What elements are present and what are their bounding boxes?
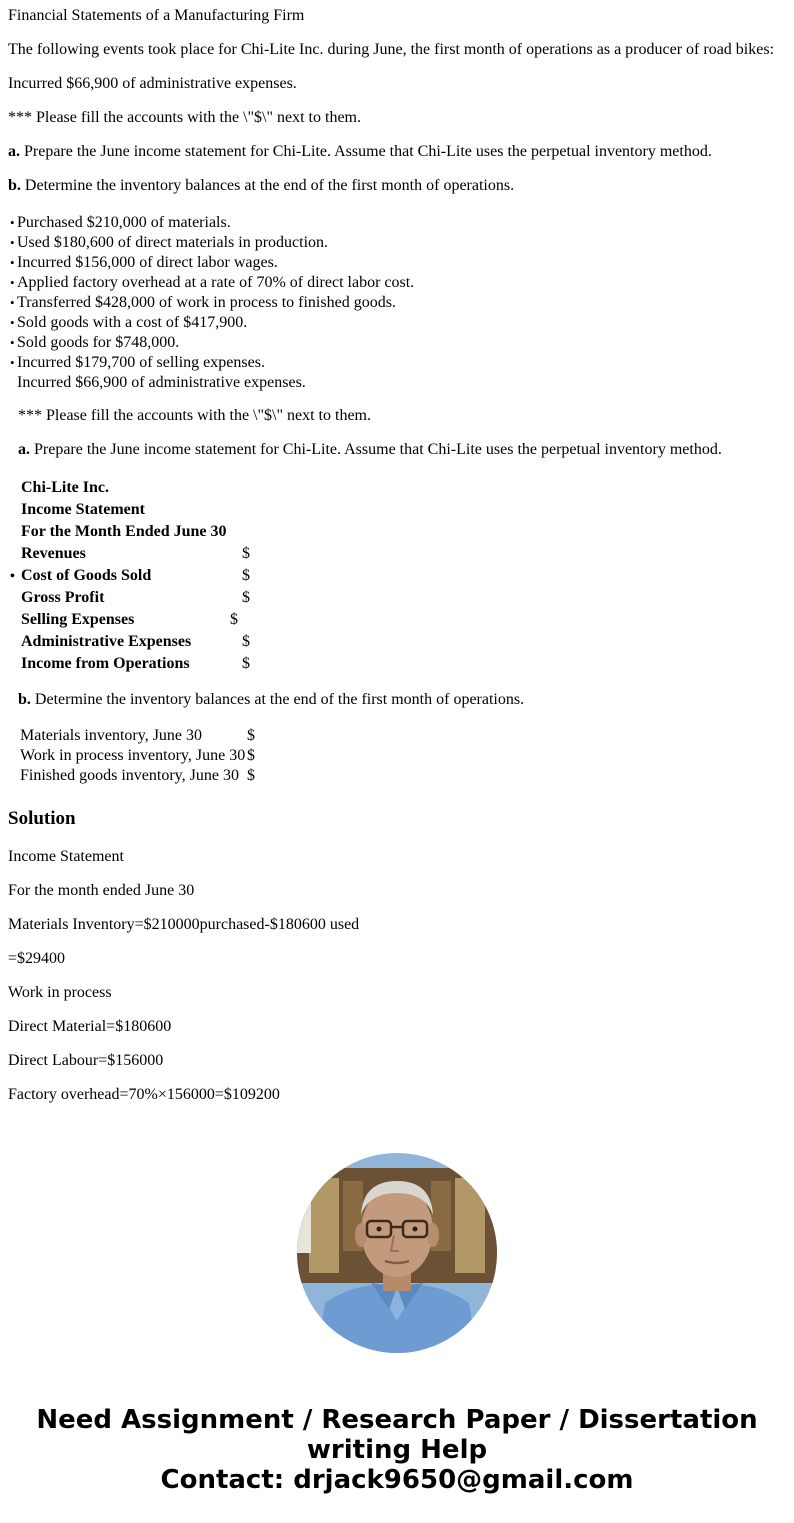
page-title: Financial Statements of a Manufacturing Firm: [8, 7, 305, 24]
row-label-administrative-expenses: Administrative Expenses: [21, 633, 192, 650]
statement-marker-icon: •: [10, 569, 15, 584]
list-item: • Transferred $428,000 of work in process to finished goods.: [10, 294, 396, 311]
footer-line-2: writing Help: [306, 1435, 488, 1465]
solution-line: Direct Material=$180600: [8, 1018, 172, 1035]
revenues-amount-field[interactable]: $: [242, 545, 250, 562]
finished-goods-inventory-label: Finished goods inventory, June 30: [20, 767, 239, 784]
selling-expenses-amount-field[interactable]: $: [230, 611, 238, 628]
solution-heading: Solution: [8, 808, 76, 829]
part-b-instruction: [8, 176, 514, 196]
admin-expenses-line: Incurred $66,900 of administrative expenses.: [8, 75, 297, 92]
bullet-icon: •: [10, 255, 15, 270]
footer-contact: Contact: drjack9650@gmail.com: [160, 1465, 634, 1495]
bullet-icon: •: [10, 235, 15, 250]
part-a-text: Prepare the June income statement for Chi-Lite. Assume that Chi-Lite uses the perpetual inventory method.: [24, 143, 712, 160]
work-in-process-inventory-field[interactable]: $: [247, 747, 255, 764]
fill-note: *** Please fill the accounts with the \"$\" next to them.: [8, 109, 361, 126]
row-label-cost-of-goods-sold: Cost of Goods Sold: [21, 567, 152, 584]
list-item: • Incurred $179,700 of selling expenses.: [10, 354, 265, 371]
part-b-label: b.: [8, 177, 21, 194]
solution-line: Materials Inventory=$210000purchased-$180600 used: [8, 916, 360, 933]
income-from-operations-amount-field[interactable]: $: [242, 655, 250, 672]
bullet-icon: •: [10, 335, 15, 350]
row-label-revenues: Revenues: [21, 545, 86, 562]
bullet-icon: •: [10, 215, 15, 230]
footer-line-1: Need Assignment / Research Paper / Dissertation: [36, 1405, 758, 1435]
list-item: • Applied factory overhead at a rate of 70% of direct labor cost.: [10, 274, 415, 291]
materials-inventory-label: Materials inventory, June 30: [20, 727, 203, 744]
part-b-instruction-repeat: b. Determine the inventory balances at the end of the first month of operations.: [18, 691, 525, 708]
author-photo: [297, 1153, 497, 1353]
part-a-instruction: [8, 142, 712, 162]
list-item: • Used $180,600 of direct materials in production.: [10, 234, 329, 251]
gross-profit-amount-field[interactable]: $: [242, 589, 250, 606]
list-item: • Sold goods for $748,000.: [10, 334, 180, 351]
statement-company: Chi-Lite Inc.: [21, 479, 109, 496]
events-list: [10, 213, 414, 393]
administrative-expenses-amount-field[interactable]: $: [242, 633, 250, 650]
solution-line: For the month ended June 30: [8, 882, 195, 899]
statement-name: Income Statement: [21, 501, 145, 518]
solution-line: =$29400: [8, 950, 66, 967]
portrait-icon: [297, 1153, 497, 1353]
list-item: • Sold goods with a cost of $417,900.: [10, 314, 248, 331]
list-item: Incurred $66,900 of administrative expenses.: [17, 374, 306, 391]
bullet-icon: •: [10, 275, 15, 290]
solution-line: Work in process: [8, 984, 112, 1001]
intro-text: The following events took place for Chi-Lite Inc. during June, the first month of operations as a producer of road bikes:: [8, 41, 775, 58]
solution-line: Income Statement: [8, 848, 124, 865]
statement-period: For the Month Ended June 30: [21, 523, 227, 540]
list-item: • Incurred $156,000 of direct labor wages.: [10, 254, 278, 271]
solution-line: Direct Labour=$156000: [8, 1052, 164, 1069]
list-item: • Purchased $210,000 of materials.: [10, 214, 231, 231]
solution-line: Factory overhead=70%×156000=$109200: [8, 1086, 280, 1103]
part-b-text: Determine the inventory balances at the end of the first month of operations.: [24, 177, 515, 194]
fill-note-repeat: *** Please fill the accounts with the \"$\" next to them.: [18, 407, 371, 424]
bullet-icon: •: [10, 355, 15, 370]
finished-goods-inventory-field[interactable]: $: [247, 767, 255, 784]
row-label-gross-profit: Gross Profit: [21, 589, 105, 606]
part-a-label: a.: [8, 143, 20, 160]
bullet-icon: •: [10, 315, 15, 330]
materials-inventory-field[interactable]: $: [247, 727, 255, 744]
row-label-selling-expenses: Selling Expenses: [21, 611, 135, 628]
work-in-process-inventory-label: Work in process inventory, June 30: [20, 747, 246, 764]
bullet-icon: •: [10, 295, 15, 310]
cost-of-goods-sold-amount-field[interactable]: $: [242, 567, 250, 584]
row-label-income-from-operations: Income from Operations: [21, 655, 190, 672]
part-a-instruction-repeat: a. Prepare the June income statement for Chi-Lite. Assume that Chi-Lite uses the perpetual inventory method.: [18, 441, 722, 458]
